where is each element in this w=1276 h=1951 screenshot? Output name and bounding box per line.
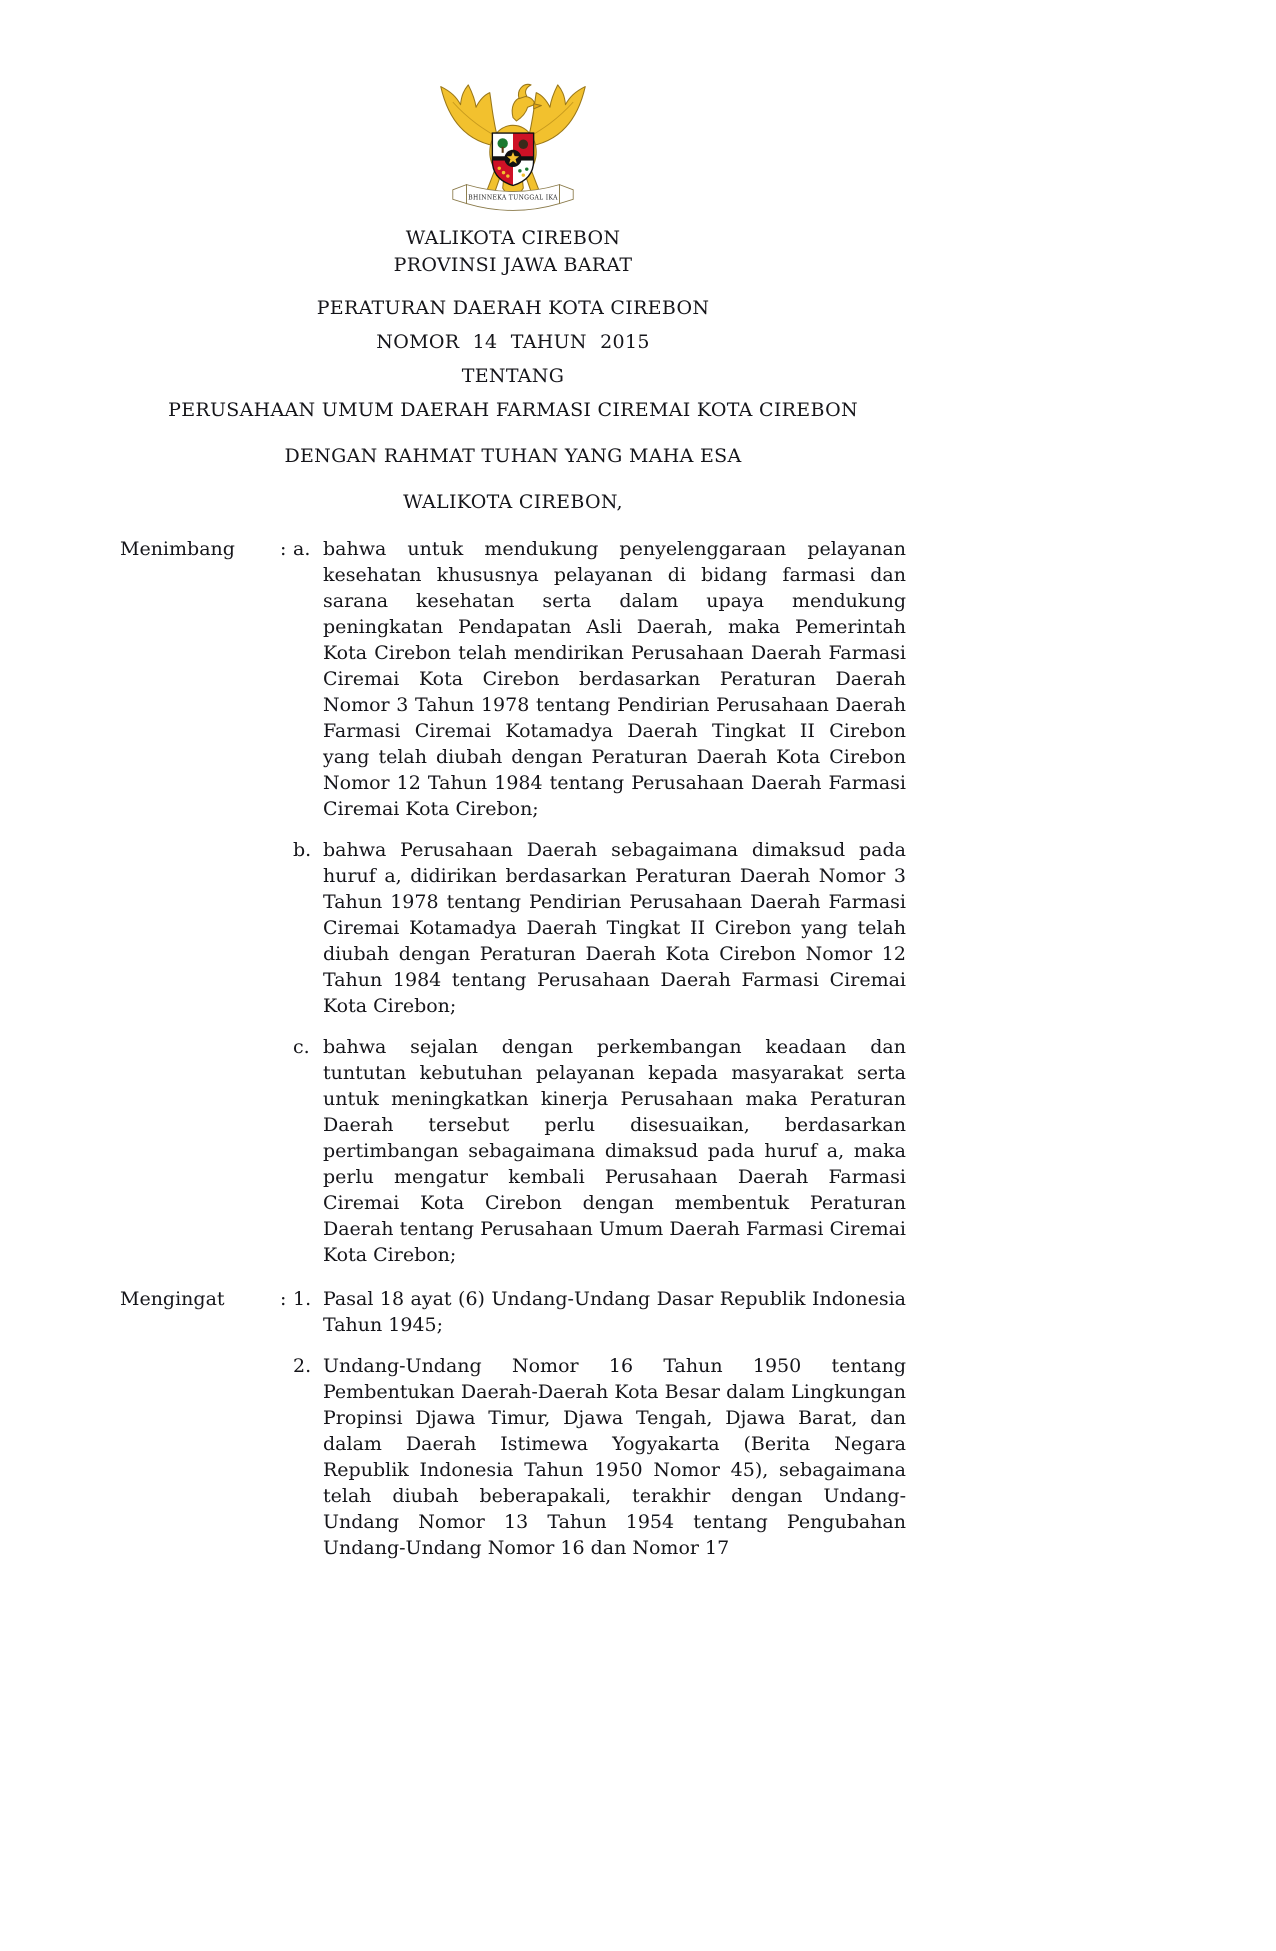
- item-marker: 2.: [293, 1355, 312, 1377]
- list-item: [293, 1353, 906, 1561]
- garuda-pancasila-icon: [427, 64, 599, 221]
- list-item: [293, 536, 906, 822]
- invocation-line: DENGAN RAHMAT TUHAN YANG MAHA ESA: [284, 445, 742, 467]
- doc-title: PERATURAN DAERAH KOTA CIREBON: [316, 297, 710, 319]
- list-item: [293, 837, 906, 1019]
- item-marker: 1.: [293, 1288, 312, 1310]
- authority-line-1: WALIKOTA CIREBON: [405, 227, 621, 249]
- item-text: bahwa sejalan dengan perkembangan keadaan dan tuntutan kebutuhan pelayanan kepada masyarakat serta untuk meningkatkan kinerja Perusahaan maka Peraturan Daerah tersebut perlu disesuaikan, berdasarkan pertimbangan sebagaimana dimaksud pada huruf a, maka perlu mengatur kembali Perusahaan Daerah Farmasi Ciremai Kota Cirebon dengan membentuk Peraturan Daerah tentang Perusahaan Umum Daerah Farmasi Ciremai Kota Cirebon;: [323, 1036, 906, 1266]
- item-text: Undang-Undang Nomor 16 Tahun 1950 tentang Pembentukan Daerah-Daerah Kota Besar dalam Lingkungan Propinsi Djawa Timur, Djawa Tengah, Djawa Barat, dan dalam Daerah Istimewa Yogyakarta (Berita Negara Republik Indonesia Tahun 1950 Nomor 45), sebagaimana telah diubah beberapakali, terakhir dengan Undang-Undang Nomor 13 Tahun 1954 tentang Pengubahan Undang-Undang Nomor 16 dan Nomor 17: [323, 1355, 906, 1559]
- document-content: [120, 64, 906, 1561]
- doc-number: NOMOR 14 TAHUN 2015: [376, 331, 650, 353]
- enacting-authority: WALIKOTA CIREBON,: [403, 491, 623, 513]
- mengingat-section: [120, 1286, 906, 1561]
- list-item: [293, 1286, 906, 1338]
- mengingat-colon: :: [280, 1288, 287, 1310]
- mengingat-label: Mengingat: [120, 1288, 225, 1310]
- government-heading: [120, 225, 906, 279]
- menimbang-colon: :: [280, 538, 287, 560]
- item-text: bahwa Perusahaan Daerah sebagaimana dimaksud pada huruf a, didirikan berdasarkan Peraturan Daerah Nomor 3 Tahun 1978 tentang Pendirian Perusahaan Daerah Farmasi Ciremai Kotamadya Daerah Tingkat II Cirebon yang telah diubah dengan Peraturan Daerah Kota Cirebon Nomor 12 Tahun 1984 tentang Perusahaan Daerah Farmasi Ciremai Kota Cirebon;: [323, 839, 906, 1017]
- item-marker: b.: [293, 839, 312, 861]
- menimbang-label: Menimbang: [120, 538, 235, 560]
- menimbang-items: [293, 536, 906, 1268]
- document-body: [120, 536, 906, 1561]
- mengingat-items: [293, 1286, 906, 1561]
- emblem-container: [120, 64, 906, 221]
- item-marker: c.: [293, 1036, 310, 1058]
- authority-line-2: PROVINSI JAWA BARAT: [393, 254, 633, 276]
- doc-subject: PERUSAHAAN UMUM DAERAH FARMASI CIREMAI KOTA CIREBON: [168, 399, 858, 421]
- item-marker: a.: [293, 538, 311, 560]
- tentang-label: TENTANG: [461, 365, 565, 387]
- title-block: [120, 295, 906, 424]
- menimbang-section: [120, 536, 906, 1268]
- list-item: [293, 1034, 906, 1268]
- item-text: bahwa untuk mendukung penyelenggaraan pelayanan kesehatan khususnya pelayanan di bidang farmasi dan sarana kesehatan serta dalam upaya mendukung peningkatan Pendapatan Asli Daerah, maka Pemerintah Kota Cirebon telah mendirikan Perusahaan Daerah Farmasi Ciremai Kota Cirebon berdasarkan Peraturan Daerah Nomor 3 Tahun 1978 tentang Pendirian Perusahaan Daerah Farmasi Ciremai Kotamadya Daerah Tingkat II Cirebon yang telah diubah dengan Peraturan Daerah Kota Cirebon Nomor 12 Tahun 1984 tentang Perusahaan Daerah Farmasi Ciremai Kota Cirebon;: [323, 538, 906, 820]
- motto-text: BHINNEKA TUNGGAL IKA: [468, 194, 558, 202]
- item-text: Pasal 18 ayat (6) Undang-Undang Dasar Republik Indonesia Tahun 1945;: [323, 1288, 906, 1336]
